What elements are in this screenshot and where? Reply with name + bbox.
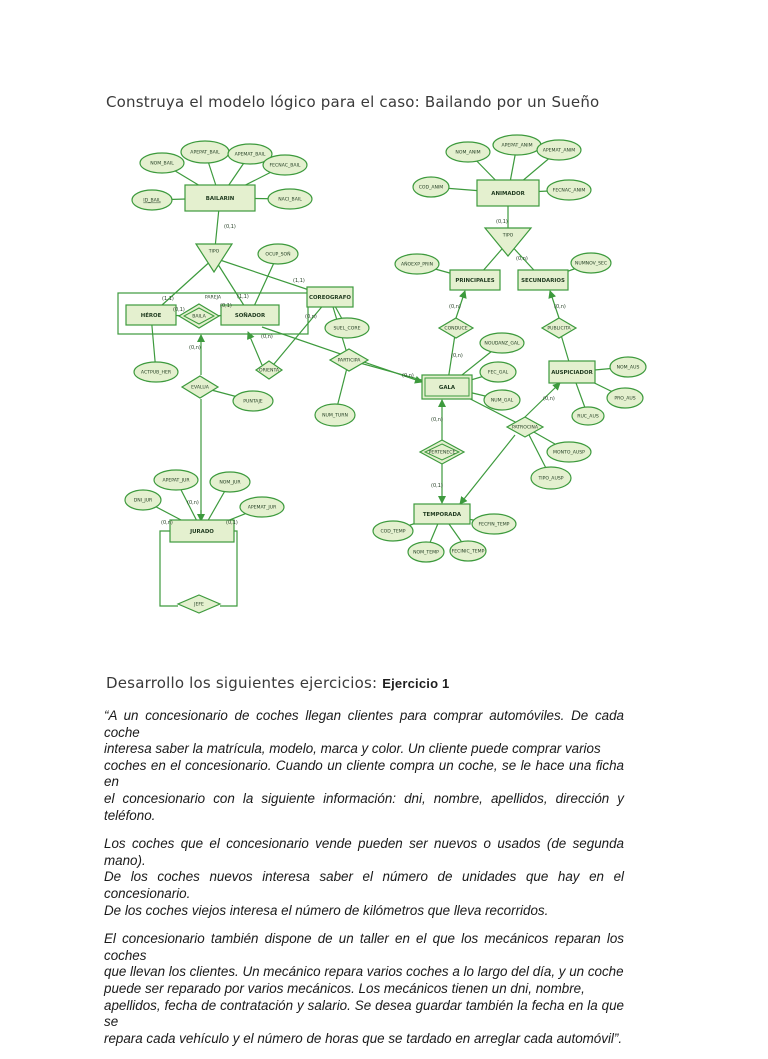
- relationship-label-participa: PARTICIPA: [337, 358, 361, 364]
- entity-label-heroe: HÉROE: [140, 312, 162, 319]
- attribute-label-fecnac_anim: FECNAC_ANIM: [552, 188, 586, 194]
- attribute-label-monto_ausp: MONTO_AUSP: [553, 450, 585, 456]
- exercise-line: puede ser reparado por varios mecánicos. Los mecánicos tienen un dni, nombre,: [104, 980, 585, 996]
- aggregation-label-pareja: PAREJA: [204, 295, 222, 301]
- cardinality-c_gala_p: (0,n): [431, 417, 443, 423]
- attribute-label-dni_jur: DNI_JUR: [133, 498, 153, 504]
- exercise-line: interesa saber la matrícula, modelo, marca y color. Un cliente puede comprar varios: [104, 741, 601, 757]
- attribute-label-pro_aus: PRO_AUS: [614, 396, 636, 402]
- exercise-line: El concesionario también dispone de un taller en el que los mecánicos reparan los coches: [104, 931, 624, 963]
- cardinality-c_sonador: (0,1): [220, 303, 232, 309]
- entity-label-gala: GALA: [438, 384, 456, 391]
- entity-label-animador: ANIMADOR: [491, 190, 525, 197]
- exercise-line: que llevan los clientes. Un mecánico repara varios coches a lo largo del día, y un coche: [104, 964, 624, 980]
- attribute-label-actpub_her: ACTPUB_HER: [140, 370, 172, 376]
- er-diagram: [110, 130, 640, 620]
- attribute-label-numnov_sec: NUMNOV_SEC: [574, 261, 608, 267]
- exercises-text: Desarrollo los siguientes ejercicios:: [106, 674, 378, 692]
- cardinality-c_sec: (0,n): [516, 256, 528, 262]
- attribute-label-fec_gal: FEC_GAL: [487, 370, 509, 376]
- cardinality-c_core2: (0,n): [305, 314, 317, 320]
- entity-label-coreografo: COREOGRAFO: [309, 294, 351, 301]
- cardinality-c_temp: (0,1): [431, 483, 443, 489]
- attribute-label-num_gal: NUM_GAL: [490, 398, 514, 404]
- exercise-text: [104, 708, 624, 1059]
- attribute-label-tipo_ausp: TIPO_AUSP: [538, 476, 564, 482]
- attribute-label-cod_anim: COD_ANIM: [418, 185, 444, 191]
- attribute-label-naci_bail: NACI_BAIL: [278, 197, 302, 203]
- attribute-label-nom_anim: NOM_ANIM: [455, 150, 481, 156]
- exercise-line: Los coches que el concesionario vende pueden ser nuevos o usados (de segunda mano).: [104, 836, 624, 868]
- attribute-label-fecnac_bail: FECNAC_BAIL: [269, 163, 301, 169]
- relationship-label-jefe: JEFE: [194, 602, 204, 608]
- task-heading: Construya el modelo lógico para el caso: Bailando por un Sueño: [106, 93, 600, 111]
- cardinality-c_jur_l: (0,n): [161, 520, 173, 526]
- exercise-line: apellidos, fecha de contratación y salario. Se desea guardar también la fecha en la que se: [104, 997, 624, 1030]
- attribute-label-suel_core: SUEL_CORE: [333, 326, 361, 332]
- attribute-label-nom_temp: NOM_TEMP: [413, 550, 439, 556]
- attribute-label-apepat_anim: APEPAT_ANIM: [501, 143, 533, 149]
- exercise-paragraph: [104, 836, 624, 919]
- attribute-label-apemat_jur: APEMAT_JUR: [247, 505, 277, 511]
- relationship-label-conduce: CONDUCE: [444, 326, 468, 332]
- entity-label-bailarin: BAILARIN: [205, 195, 235, 202]
- relationship-label-baila: BAILA: [192, 314, 206, 320]
- relationship-label-orienta: ORIENTA: [258, 368, 280, 374]
- entity-label-jurado: JURADO: [190, 528, 214, 535]
- cardinality-c_jur_top: (0,n): [187, 500, 199, 506]
- cardinality-c_heroe: (1,1): [162, 296, 174, 302]
- cardinality-c_baila_s: (1,1): [237, 294, 249, 300]
- cardinality-c_conduce: (0,n): [451, 353, 463, 359]
- exercise-paragraph: [104, 708, 624, 824]
- cardinality-c_bail_tipo: (0,1): [224, 224, 236, 230]
- entity-label-auspiciador: AUSPICIADOR: [551, 369, 593, 376]
- attribute-label-apepat_jur: APEPAT_JUR: [162, 478, 190, 484]
- isa-tipo_bail: [196, 244, 232, 272]
- attribute-label-id_bail: ID_BAIL: [143, 198, 161, 204]
- exercise-label: Ejercicio 1: [382, 676, 450, 691]
- attribute-label-ocup_son: OCUP_SOÑ: [265, 252, 291, 258]
- cardinality-c_anim_tipo: (0,1): [496, 219, 508, 225]
- entity-label-principales: PRINCIPALES: [455, 277, 495, 284]
- attribute-label-nom_bail: NOM_BAIL: [150, 161, 174, 167]
- attribute-label-puntaje: PUNTAJE: [243, 399, 263, 405]
- cardinality-c_prin: (0,n): [449, 304, 461, 310]
- attribute-label-noudanz_gal: NOUDANZ_GAL: [484, 341, 520, 347]
- entity-label-secundarios: SECUNDARIOS: [521, 277, 565, 284]
- attribute-label-nom_jur: NOM_JUR: [219, 480, 241, 486]
- attribute-label-cod_temp: COD_TEMP: [380, 529, 406, 535]
- exercise-line: De los coches nuevos interesa saber el número de unidades que hay en el concesionario.: [104, 869, 624, 901]
- exercise-line: De los coches viejos interesa el número de kilómetros que lleva recorridos.: [104, 902, 549, 918]
- attribute-label-ruc_aus: RUC_AUS: [577, 414, 599, 420]
- exercise-line: “A un concesionario de coches llegan clientes para comprar automóviles. De cada coche: [104, 708, 624, 740]
- attribute-label-apemat_bail: APEMAT_BAIL: [234, 152, 266, 158]
- exercise-line: el concesionario con la siguiente información: dni, nombre, apellidos, dirección y teléfono.: [104, 790, 624, 823]
- attribute-label-nom_aus: NOM_AUS: [616, 365, 640, 371]
- relationship-label-publicita: PUBLICITA: [547, 326, 571, 332]
- exercise-line: coches en el concesionario. Cuando un cliente compra un coche, se le hace una ficha en: [104, 757, 624, 790]
- isa-tipo_anim: [485, 228, 531, 256]
- cardinality-c_evalua: (0,n): [189, 345, 201, 351]
- cardinality-c_baila_h: (0,1): [173, 307, 185, 313]
- exercise-paragraph: [104, 931, 624, 1047]
- entity-label-temporada: TEMPORADA: [422, 511, 462, 518]
- exercises-heading: [106, 674, 449, 692]
- cardinality-c_core: (1,1): [293, 278, 305, 284]
- cardinality-c_ausp: (0,n): [543, 396, 555, 402]
- attribute-label-apepat_bail: APEPAT_BAIL: [190, 150, 220, 156]
- cardinality-c_gala_in: (0,n): [402, 373, 414, 379]
- relationship-label-evalua: EVALUA: [191, 385, 209, 391]
- isa-label-tipo_bail: TIPO: [208, 249, 220, 255]
- attribute-label-fecfin_temp: FECFIN_TEMP: [478, 522, 510, 528]
- exercise-line: repara cada vehículo y el número de horas que se tardado en arreglar cada automóvil”.: [104, 1030, 623, 1046]
- isa-label-tipo_anim: TIPO: [502, 233, 514, 239]
- attribute-label-anoexp_prin: AÑOEXP_PRIN: [400, 262, 434, 268]
- cardinality-c_orienta: (0,n): [261, 334, 273, 340]
- relationship-label-pertenece: PERTENECE: [428, 450, 456, 456]
- entity-label-sonador: SOÑADOR: [234, 312, 266, 319]
- cardinality-c_jur_r: (0,1): [226, 520, 238, 526]
- relationship-label-patrocina: PATROCINA: [511, 425, 539, 431]
- attribute-label-fecinic_temp: FECINIC_TEMP: [451, 549, 485, 555]
- attribute-label-apemat_anim: APEMAT_ANIM: [542, 148, 576, 154]
- attribute-label-num_turn: NUM_TURN: [322, 413, 348, 419]
- cardinality-c_publicita: (0,n): [554, 304, 566, 310]
